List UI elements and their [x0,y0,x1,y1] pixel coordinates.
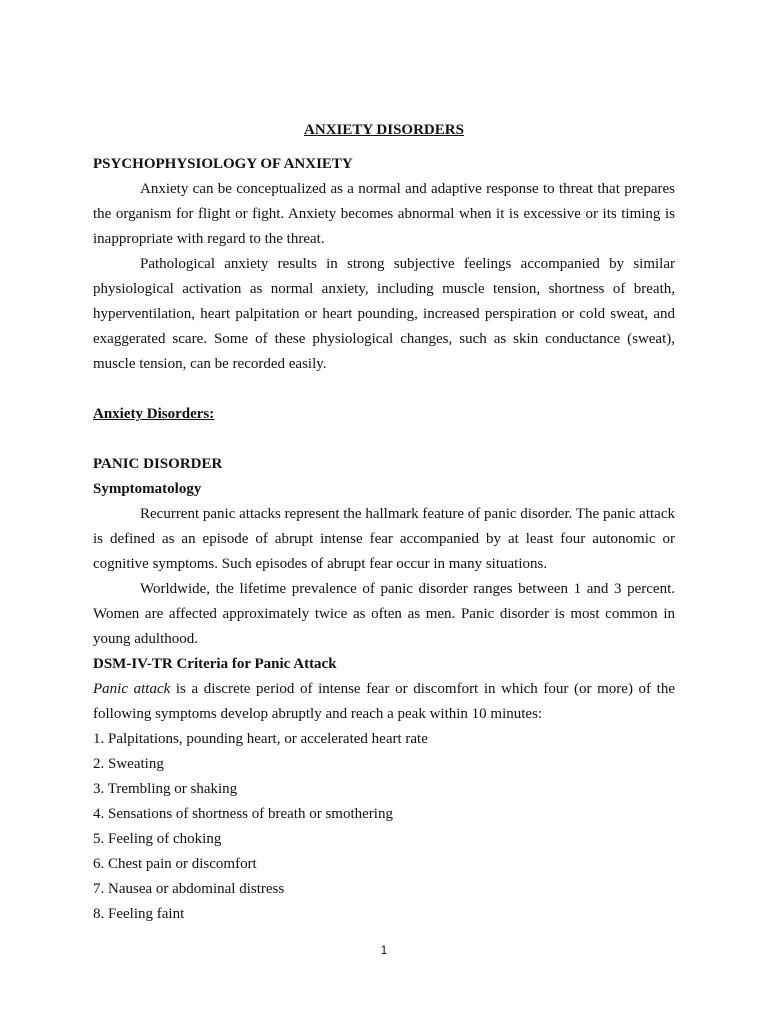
paragraph: Pathological anxiety results in strong subjective feelings accompanied by similar physiological activation as normal anxiety, including muscle tension, shortness of breath, hyperventilation, heart palpitation or heart pounding, increased perspiration or cold sweat, and exaggerated scare. Some of these physiological changes, such as skin conductance (sweat), muscle tension, can be recorded easily. [93,256,675,372]
list-item: 1. Palpitations, pounding heart, or accelerated heart rate [93,731,428,747]
list-item: 5. Feeling of choking [93,831,222,847]
list-item: 6. Chest pain or discomfort [93,856,257,872]
page-content [93,118,675,927]
document-title: ANXIETY DISORDERS [304,122,464,138]
spacer [93,377,675,402]
subheading-symptomatology: Symptomatology [93,481,202,497]
criteria-intro-term: Panic attack [93,681,171,697]
list-item: 3. Trembling or shaking [93,781,238,797]
list-item: 8. Feeling faint [93,906,185,922]
spacer [93,427,675,452]
section-heading-anxiety-disorders: Anxiety Disorders: [93,406,215,422]
paragraph: Recurrent panic attacks represent the hallmark feature of panic disorder. The panic attack is defined as an episode of abrupt intense fear accompanied by at least four autonomic or cognitive symptoms. Such episodes of abrupt fear occur in many situations. [93,506,675,572]
criteria-intro-text: is a discrete period of intense fear or discomfort in which four (or more) of the following symptoms develop abruptly and reach a peak within 10 minutes: [93,681,675,722]
symptom-list [93,727,675,927]
list-item: 7. Nausea or abdominal distress [93,881,285,897]
list-item: 4. Sensations of shortness of breath or smothering [93,806,393,822]
subheading-dsm-criteria: DSM-IV-TR Criteria for Panic Attack [93,656,337,672]
page-number: 1 [380,943,388,957]
criteria-intro [93,677,675,727]
list-item: 2. Sweating [93,756,164,772]
section-heading-psychophysiology: PSYCHOPHYSIOLOGY OF ANXIETY [93,156,353,172]
section-heading-panic-disorder: PANIC DISORDER [93,456,223,472]
paragraph: Anxiety can be conceptualized as a normal and adaptive response to threat that prepares the organism for flight or fight. Anxiety becomes abnormal when it is excessive or its timing is inappropriate with regard to the threat. [93,181,675,247]
paragraph: Worldwide, the lifetime prevalence of panic disorder ranges between 1 and 3 percent. Women are affected approximately twice as often as men. Panic disorder is most common in young adulthood. [93,581,675,647]
